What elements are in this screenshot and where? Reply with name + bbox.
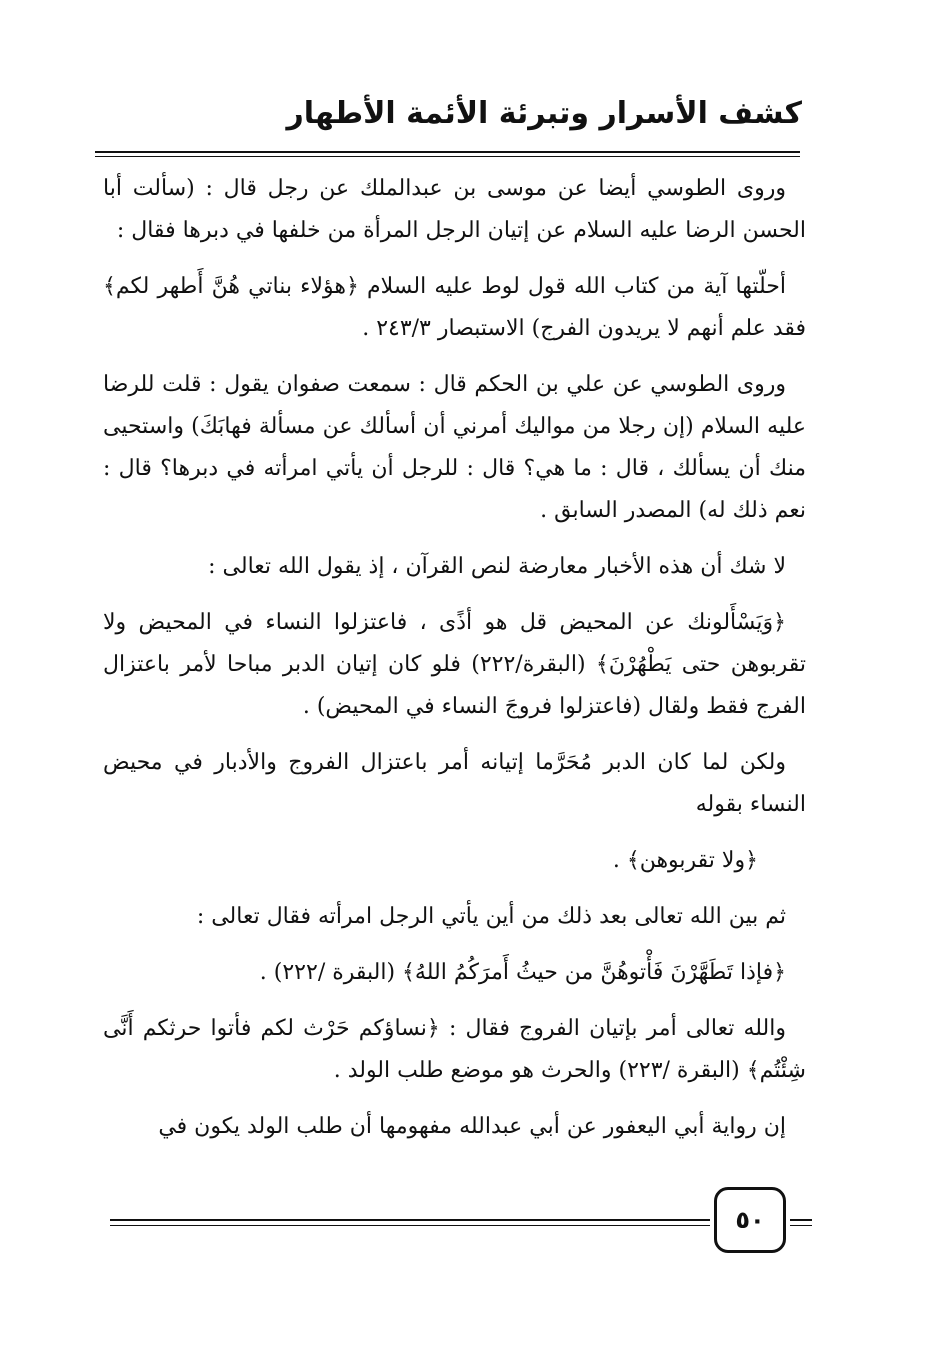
footer-rule-right-thick bbox=[790, 1219, 812, 1221]
body-text bbox=[103, 168, 806, 1162]
header-rule-thick bbox=[95, 151, 800, 153]
paragraph-2: أحلّتها آية من كتاب الله قول لوط عليه السلام ﴿هؤلاء بناتي هُنَّ أَطهر لكم﴾ فقد علم أنهم لا يريدون الفرج) الاستبصار ٢٤٣/٣ . bbox=[103, 274, 806, 341]
header-rule-thin bbox=[95, 156, 800, 157]
paragraph-9-quran-quote: ﴿فإذا تَطَهَّرْنَ فَأْتوهُنَّ من حيثُ أَمرَكُمُ اللهُ﴾ (البقرة /٢٢٢) . bbox=[259, 960, 786, 985]
footer-rule-right-thin bbox=[790, 1225, 812, 1226]
page-number: ٥٠ bbox=[735, 1206, 765, 1234]
paragraph-8: ثم بين الله تعالى بعد ذلك من أين يأتي الرجل امرأته فقال تعالى : bbox=[196, 904, 786, 929]
paragraph-1: وروى الطوسي أيضا عن موسى بن عبدالملك عن رجل قال : (سألت أبا الحسن الرضا عليه السلام عن إتيان الرجل المرأة من خلفها في دبرها فقال : bbox=[103, 176, 806, 243]
paragraph-5-quran-quote: ﴿وَيَسْأَلونك عن المحيض قل هو أذًى ، فاعتزلوا النساء في المحيض ولا تقربوهن حتى يَطْهُرْنَ﴾ (البقرة/٢٢٢) فلو كان إتيان الدبر مباحا لأمر باعتزال الفرج فقط ولقال (فاعتزلوا فروجَ النساء في المحيض) . bbox=[103, 610, 806, 719]
paragraph-3: وروى الطوسي عن علي بن الحكم قال : سمعت صفوان يقول : قلت للرضا عليه السلام (إن رجلا من مواليك أمرني أن أسألك عن مسألة فهابَكَ) واستحيى منك أن يسألك ، قال : ما هي؟ قال : للرجل أن يأتي امرأته في دبرها؟ قال : نعم ذلك له) المصدر السابق . bbox=[103, 372, 806, 523]
footer-rule-left-thick bbox=[110, 1219, 710, 1221]
running-header-title: كشف الأسرار وتبرئة الأئمة الأطهار bbox=[286, 96, 802, 131]
footer-rule-left-thin bbox=[110, 1225, 710, 1226]
page-footer bbox=[110, 1183, 810, 1263]
paragraph-11: إن رواية أبي اليعفور عن أبي عبدالله مفهومها أن طلب الولد يكون في bbox=[158, 1114, 786, 1139]
page-number-box bbox=[714, 1187, 786, 1253]
paragraph-7-quran-quote: ﴿ولا تقربوهن﴾ . bbox=[612, 848, 758, 873]
paragraph-10: والله تعالى أمر بإتيان الفروج فقال : ﴿نساؤكم حَرْث لكم فأتوا حرثكم أَنَّى شِئْتُم﴾ (البقرة /٢٢٣) والحرث هو موضع طلب الولد . bbox=[103, 1016, 806, 1083]
paragraph-4: لا شك أن هذه الأخبار معارضة لنص القرآن ، إذ يقول الله تعالى : bbox=[208, 554, 786, 579]
paragraph-6: ولكن لما كان الدبر مُحَرَّما إتيانه أمر باعتزال الفروج والأدبار في محيض النساء بقوله bbox=[103, 750, 806, 817]
